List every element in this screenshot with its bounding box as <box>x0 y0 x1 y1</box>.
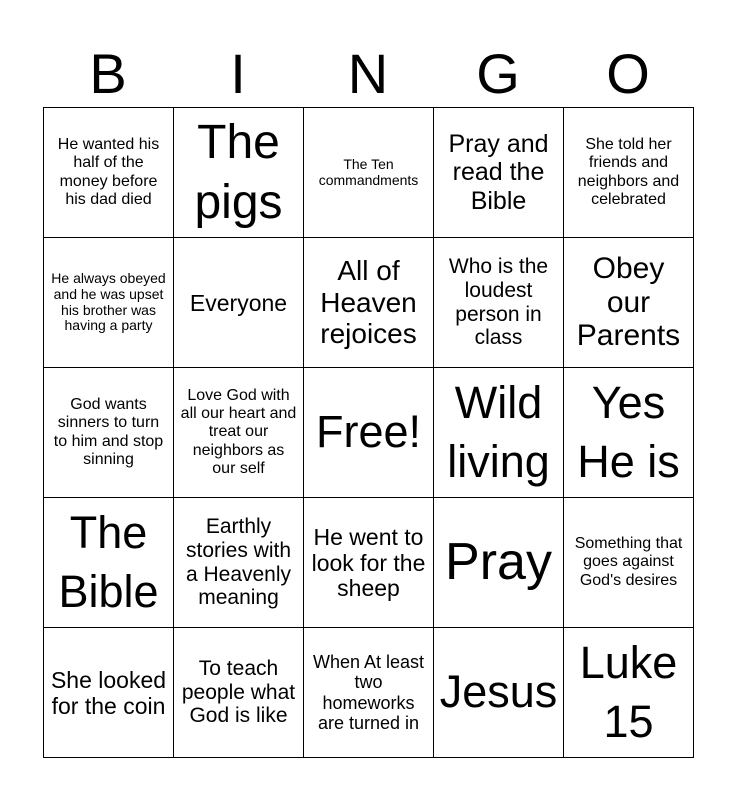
header-letter-n: N <box>347 42 389 105</box>
cell-text: Something that goes against God's desires <box>574 535 683 589</box>
bingo-cell-r5c5[interactable] <box>564 628 694 758</box>
bingo-cell-r1c1[interactable] <box>44 108 174 238</box>
cell-text: Jesus <box>439 666 558 718</box>
bingo-cell-r1c5[interactable] <box>564 108 694 238</box>
bingo-cell-r4c3[interactable] <box>304 498 434 628</box>
bingo-cell-r2c5[interactable] <box>564 238 694 368</box>
bingo-header <box>43 40 693 108</box>
bingo-cell-r5c4[interactable] <box>434 628 564 758</box>
header-letter-i: I <box>230 42 246 105</box>
bingo-cell-r2c1[interactable] <box>44 238 174 368</box>
bingo-cell-r3c3[interactable] <box>304 368 434 498</box>
cell-text: Yes He is <box>577 377 680 487</box>
cell-text: Obey our Parents <box>576 251 681 353</box>
bingo-board <box>43 107 694 758</box>
cell-text: Luke 15 <box>579 637 678 747</box>
cell-text: All of Heaven rejoices <box>320 255 417 350</box>
cell-text: Earthly stories with a Heavenly meaning <box>185 515 292 610</box>
header-letter-b: B <box>89 42 127 105</box>
cell-text: He wanted his half of the money before his dad died <box>57 136 160 208</box>
cell-text: He always obeyed and he was upset his brother was having a party <box>51 269 166 334</box>
bingo-cell-r2c4[interactable] <box>434 238 564 368</box>
bingo-cell-r5c2[interactable] <box>174 628 304 758</box>
bingo-cell-r1c4[interactable] <box>434 108 564 238</box>
bingo-cell-r3c4[interactable] <box>434 368 564 498</box>
bingo-cell-r1c3[interactable] <box>304 108 434 238</box>
bingo-cell-r4c4[interactable] <box>434 498 564 628</box>
bingo-cell-r3c2[interactable] <box>174 368 304 498</box>
bingo-cell-r2c3[interactable] <box>304 238 434 368</box>
cell-text: He went to look for the sheep <box>311 523 426 602</box>
cell-text: Wild living <box>447 377 550 487</box>
cell-text: The Ten commandments <box>318 155 419 188</box>
bingo-cell-r1c2[interactable] <box>174 108 304 238</box>
bingo-cell-r2c2[interactable] <box>174 238 304 368</box>
free-space: Free! <box>315 406 422 458</box>
cell-text: To teach people what God is like <box>181 656 296 728</box>
cell-text: Everyone <box>189 289 288 316</box>
bingo-cell-r5c3[interactable] <box>304 628 434 758</box>
cell-text: When At least two homeworks are turned in <box>312 651 425 733</box>
cell-text: Pray <box>445 532 552 591</box>
bingo-cell-r5c1[interactable] <box>44 628 174 758</box>
cell-text: She told her friends and neighbors and celebrated <box>577 136 680 208</box>
header-letter-o: O <box>606 42 650 105</box>
bingo-cell-r4c1[interactable] <box>44 498 174 628</box>
bingo-cell-r4c5[interactable] <box>564 498 694 628</box>
cell-text: Pray and read the Bible <box>448 130 549 215</box>
bingo-cell-r4c2[interactable] <box>174 498 304 628</box>
cell-text: Who is the loudest person in class <box>448 255 549 350</box>
cell-text: The Bible <box>58 507 159 617</box>
bingo-cell-r3c1[interactable] <box>44 368 174 498</box>
cell-text: She looked for the coin <box>50 666 167 719</box>
header-letter-g: G <box>476 42 520 105</box>
cell-text: The pigs <box>194 115 283 229</box>
bingo-cell-r3c5[interactable] <box>564 368 694 498</box>
cell-text: God wants sinners to turn to him and stop sinning <box>53 396 164 468</box>
cell-text: Love God with all our heart and treat our neighbors as our self <box>180 387 297 477</box>
